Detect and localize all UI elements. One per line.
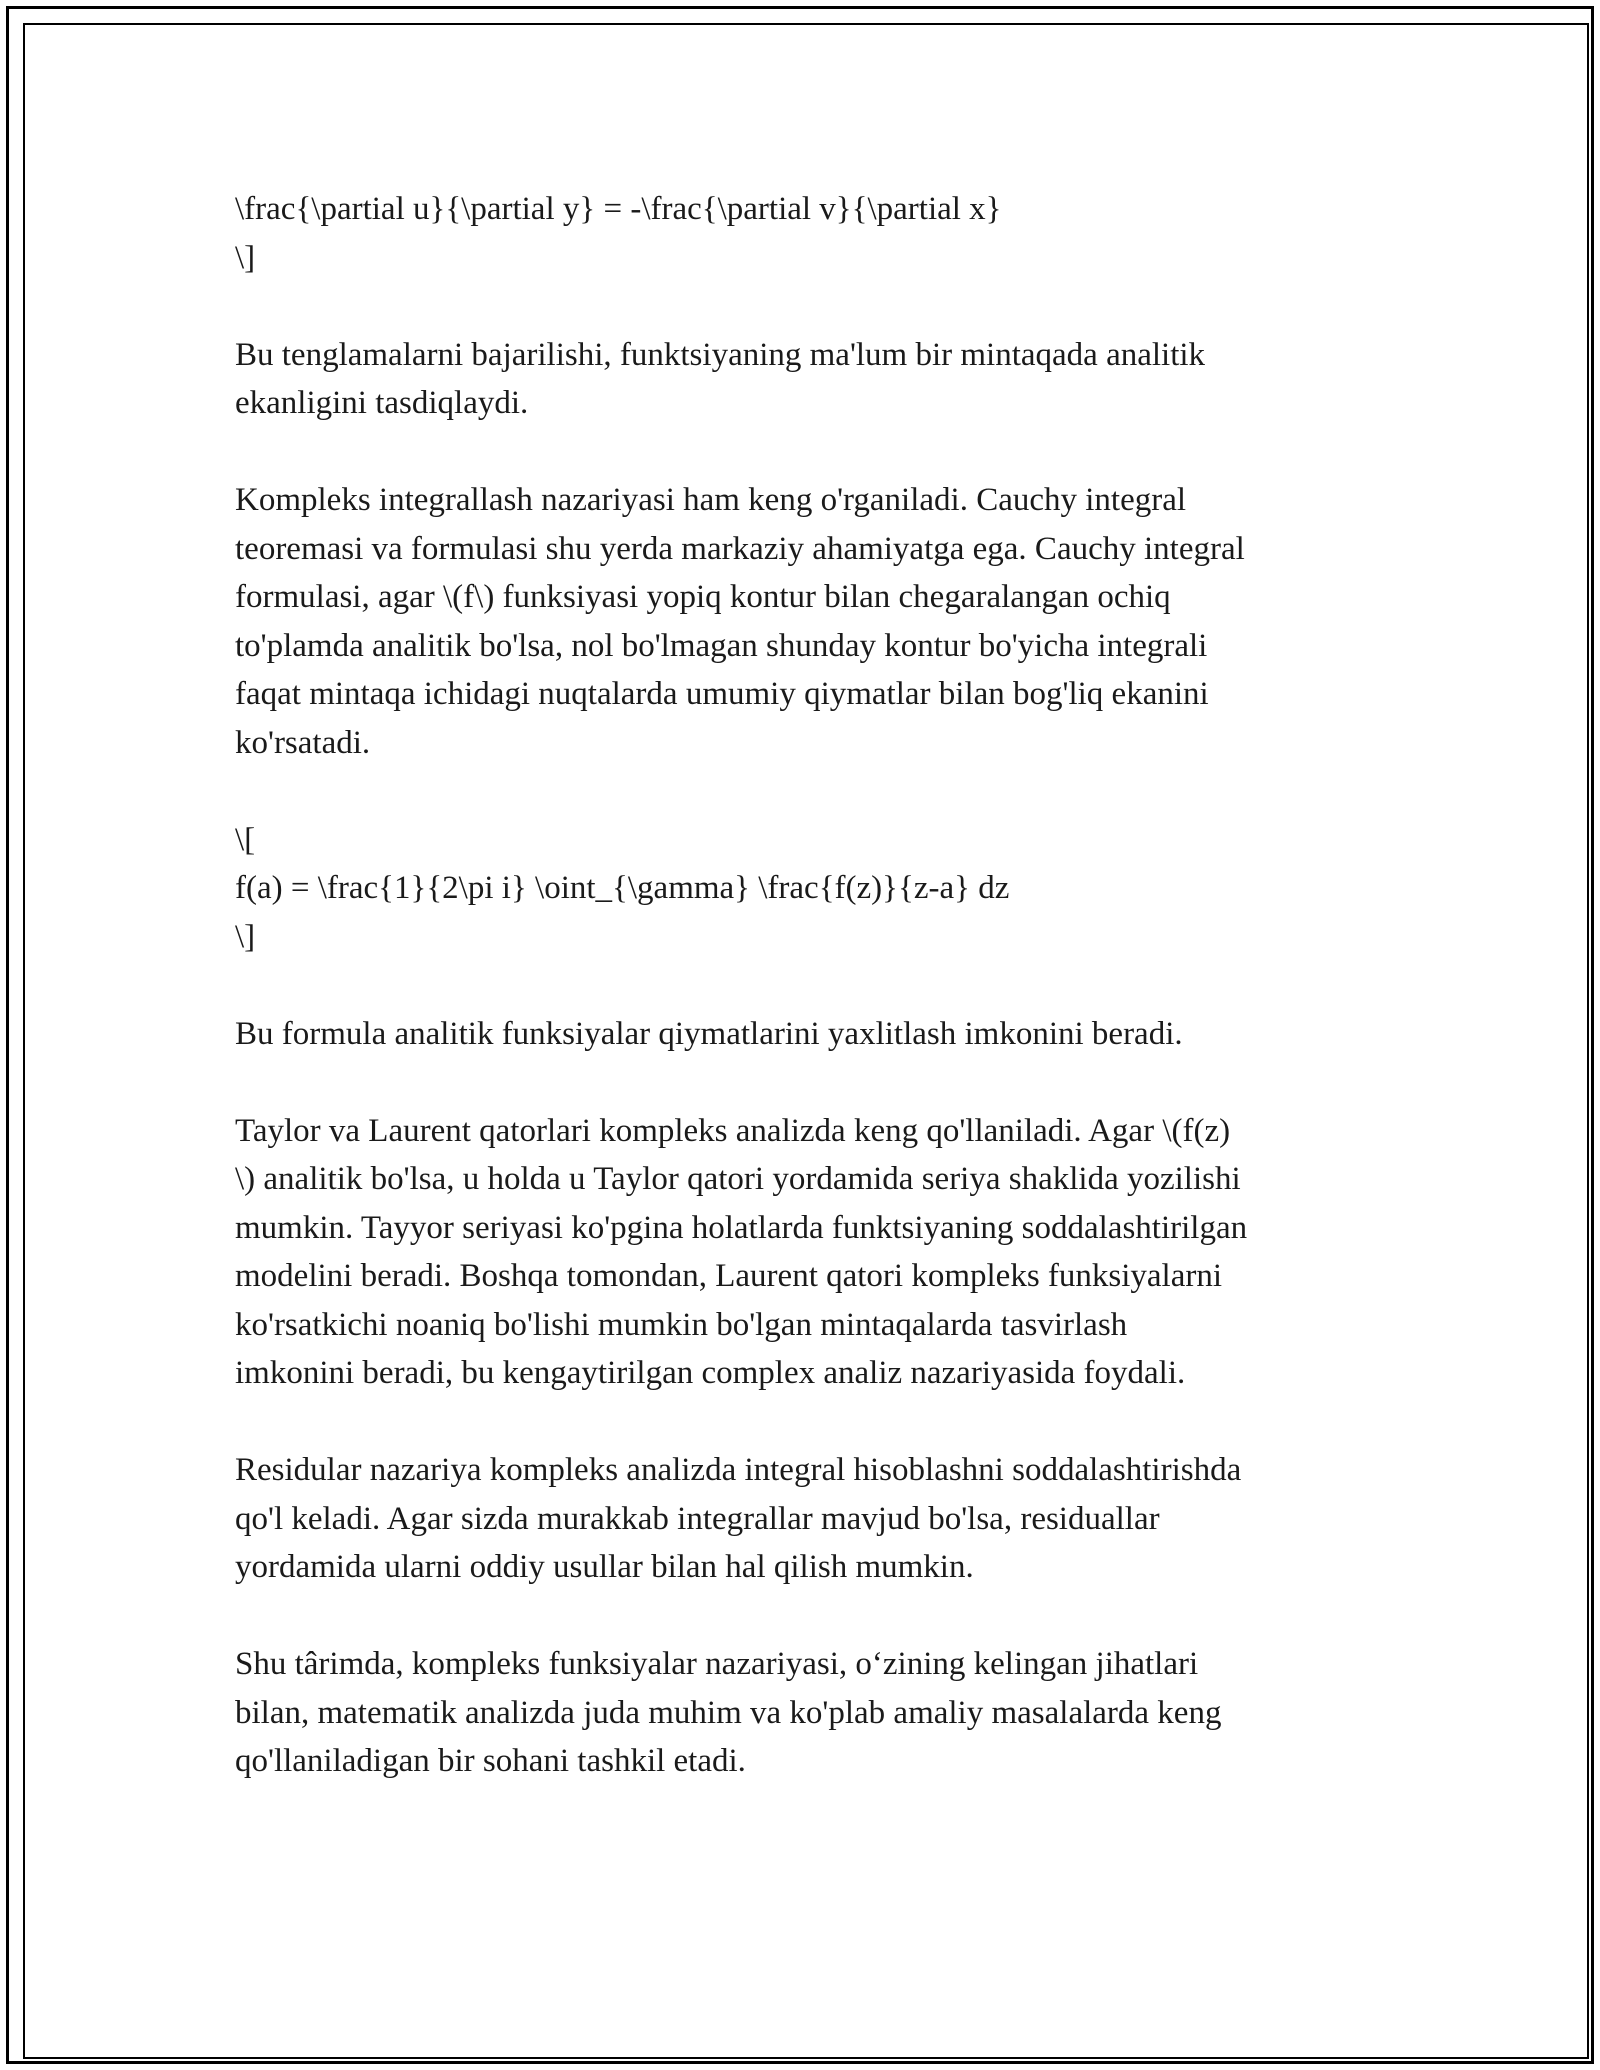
paragraph (235, 1107, 1385, 1398)
paragraph-gap (235, 1592, 1385, 1641)
text-line: faqat mintaqa ichidagi nuqtalarda umumiy qiymatlar bilan bog'liq ekanini (235, 676, 1209, 712)
text-line: Residular nazariya kompleks analizda integral hisoblashni soddalashtirishda (235, 1452, 1242, 1488)
paragraph-equation-end (235, 185, 1385, 282)
text-line: Bu tenglamalarni bajarilishi, funktsiyaning ma'lum bir mintaqada analitik (235, 336, 1206, 373)
text-line: \] (235, 239, 256, 276)
paragraph (235, 1010, 1385, 1059)
text-line: bilan, matematik analizda juda muhim va ko'plab amaliy masalalarda keng (235, 1694, 1222, 1731)
paragraph (235, 1640, 1385, 1786)
text-line: \) analitik bo'lsa, u holda u Taylor qatori yordamida seriya shaklida yozilishi (235, 1161, 1241, 1197)
paragraph (235, 1446, 1385, 1592)
paragraph-gap (235, 1398, 1385, 1447)
text-line: \frac{\partial u}{\partial y} = -\frac{\partial v}{\partial x} (235, 191, 1002, 227)
text-line: formulasi, agar \(f\) funksiyasi yopiq kontur bilan chegaralangan ochiq (235, 579, 1171, 615)
text-line: ko'rsatadi. (235, 724, 371, 761)
text-line: teoremasi va formulasi shu yerda markaziy ahamiyatga ega. Cauchy integral (235, 530, 1245, 567)
text-line: \[ (235, 821, 256, 858)
paragraph (235, 331, 1385, 428)
text-line: to'plamda analitik bo'lsa, nol bo'lmagan shunday kontur bo'yicha integrali (235, 627, 1208, 664)
text-line: Kompleks integrallash nazariyasi ham keng o'rganiladi. Cauchy integral (235, 482, 1187, 518)
text-line: ekanligini tasdiqlaydi. (235, 385, 529, 421)
text-line: \] (235, 918, 256, 955)
document-body (235, 185, 1385, 1786)
text-line: Shu târimda, kompleks funksiyalar nazariyasi, o‘zining kelingan jihatlari (235, 1646, 1199, 1682)
equation-block (235, 816, 1385, 962)
text-line: yordamida ularni oddiy usullar bilan hal qilish mumkin. (235, 1549, 974, 1585)
paragraph-gap (235, 767, 1385, 816)
paragraph-gap (235, 282, 1385, 331)
text-line: f(a) = \frac{1}{2\pi i} \oint_{\gamma} \frac{f(z)}{z-a} dz (235, 870, 1010, 906)
text-line: imkonini beradi, bu kengaytirilgan complex analiz nazariyasida foydali. (235, 1355, 1186, 1391)
text-line: qo'l keladi. Agar sizda murakkab integrallar mavjud bo'lsa, residuallar (235, 1500, 1160, 1537)
text-line: Bu formula analitik funksiyalar qiymatlarini yaxlitlash imkonini beradi. (235, 1015, 1183, 1052)
text-line: ko'rsatkichi noaniq bo'lishi mumkin bo'lgan mintaqalarda tasvirlash (235, 1306, 1128, 1343)
text-line: mumkin. Tayyor seriyasi ko'pgina holatlarda funktsiyaning soddalashtirilgan (235, 1209, 1248, 1246)
paragraph-gap (235, 1058, 1385, 1107)
text-line: qo'llaniladigan bir sohani tashkil etadi. (235, 1743, 746, 1779)
paragraph-gap (235, 428, 1385, 477)
text-line: modelini beradi. Boshqa tomondan, Laurent qatori kompleks funksiyalarni (235, 1258, 1223, 1294)
paragraph (235, 476, 1385, 767)
paragraph-gap (235, 961, 1385, 1010)
text-line: Taylor va Laurent qatorlari kompleks analizda keng qo'llaniladi. Agar \(f(z) (235, 1112, 1231, 1149)
